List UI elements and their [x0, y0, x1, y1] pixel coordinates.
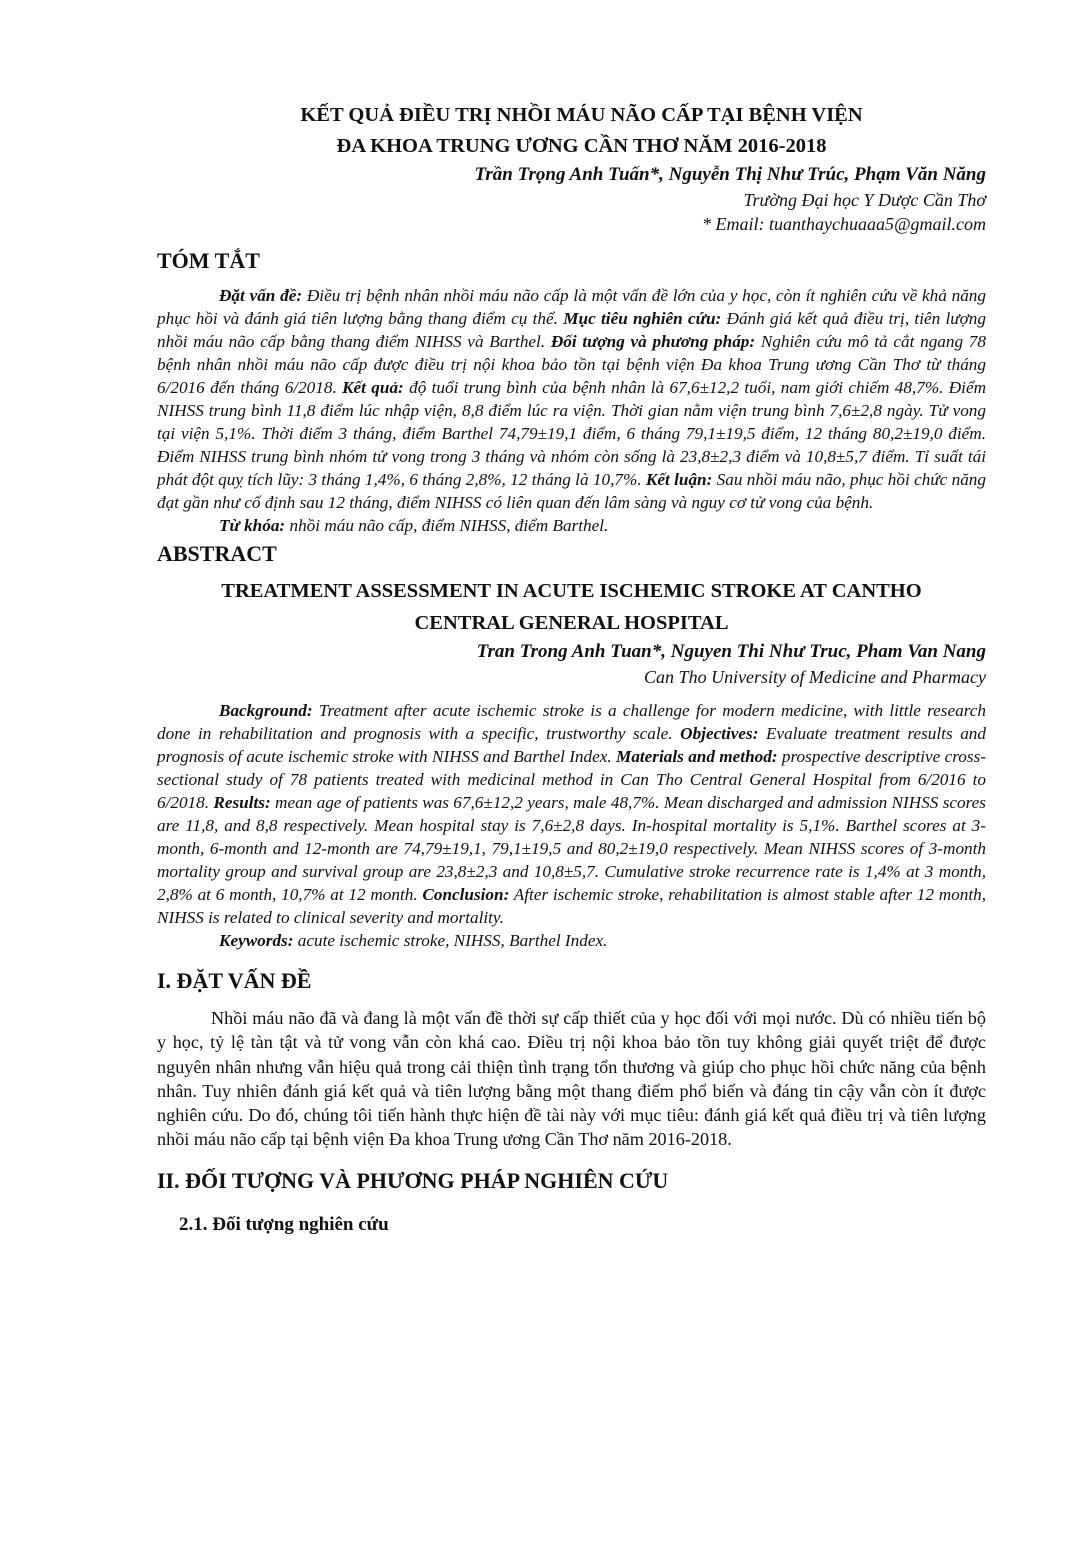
summary-objectives-label: Mục tiêu nghiên cứu:: [563, 309, 722, 328]
abstract-methods-label: Materials and method:: [616, 747, 778, 766]
section-2-heading: II. ĐỐI TƯỢNG VÀ PHƯƠNG PHÁP NGHIÊN CỨU: [157, 1167, 669, 1193]
english-title-line-1: TREATMENT ASSESSMENT IN ACUTE ISCHEMIC STROKE AT CANTHO: [221, 580, 922, 602]
abstract-methods-text: prospective descriptive cross-sectional study of 78 patients treated with medicinal method in Can Tho Central General Hospital from 6/2016 to 6/2018.: [157, 747, 986, 812]
authors-vietnamese: Trần Trọng Anh Tuấn*, Nguyễn Thị Như Trúc, Phạm Văn Năng: [474, 164, 986, 185]
summary-results-text: độ tuổi trung bình của bệnh nhân là 67,6±12,2 tuổi, nam giới chiếm 48,7%. Điểm NIHSS trung bình 11,8 điểm lúc nhập viện, 8,8 điểm lúc ra viện. Thời gian nằm viện trung bình 7,6±2,8 ngày. Tử vong tại viện 5,1%. Thời điểm 3 tháng, điểm Barthel 74,79±19,1 điểm, 6 tháng 79,1±19,5 điểm, 12 tháng 80,2±19,0 điểm. Điểm NIHSS trung bình nhóm tử vong trong 3 tháng và nhóm còn sống là 23,8±2,3 điểm và 10,8±5,7 điểm. Tỉ suất tái phát đột quỵ tích lũy: 3 tháng 1,4%, 6 tháng 2,8%, 12 tháng là 10,7%.: [157, 378, 986, 489]
title-line-2: ĐA KHOA TRUNG ƯƠNG CẦN THƠ NĂM 2016-2018: [336, 135, 827, 157]
english-title-line-2: CENTRAL GENERAL HOSPITAL: [414, 612, 729, 634]
abstract-heading: ABSTRACT: [157, 541, 277, 566]
abstract-paragraph: [157, 699, 986, 929]
abstract-objectives-label: Objectives:: [680, 724, 759, 743]
summary-paragraph: [157, 284, 986, 514]
summary-keywords-text: nhồi máu não cấp, điểm NIHSS, điểm Barthel.: [285, 516, 609, 535]
authors-english: Tran Trong Anh Tuan*, Nguyen Thi Như Truc, Pham Van Nang: [476, 641, 986, 662]
affiliation-vietnamese: Trường Đại học Y Dược Cần Thơ: [743, 190, 986, 210]
abstract-results-label: Results:: [213, 793, 271, 812]
summary-objectives-text: Đánh giá kết quả điều trị, tiên lượng nhồi máu não cấp bằng thang điểm NIHSS và Barthel.: [157, 309, 986, 351]
summary-background-text: Điều trị bệnh nhân nhồi máu não cấp là một vấn đề lớn của y học, còn ít nghiên cứu về khả năng phục hồi và đánh giá tiên lượng bằng thang điểm cụ thể.: [157, 286, 986, 328]
abstract-background-label: Background:: [219, 701, 313, 720]
abstract-results-text: mean age of patients was 67,6±12,2 years, male 48,7%. Mean discharged and admission NIHSS scores are 11,8, and 8,8 respectively. Mean hospital stay is 7,6±2,8 days. In-hospital mortality is 5,1%. Barthel scores at 3-month, 6-month and 12-month are 74,79±19,1, 79,1±19,5 and 80,2±19,0 respectively. Mean NIHSS scores of 3-month mortality group and survival group are 23,8±2,3 and 10,8±5,7. Cumulative stroke recurrence rate is 1,4% at 3 month, 2,8% at 6 month, 10,7% at 12 month.: [157, 793, 986, 904]
abstract-keywords-text: acute ischemic stroke, NIHSS, Barthel Index.: [293, 931, 608, 950]
summary-results-label: Kết quả:: [342, 378, 404, 397]
summary-conclusion-label: Kết luận:: [645, 470, 713, 489]
abstract-conclusion-label: Conclusion:: [422, 885, 510, 904]
paper-title-english: [157, 575, 986, 639]
contact-email: * Email: tuanthaychuaaa5@gmail.com: [701, 214, 986, 234]
summary-methods-label: Đối tượng và phương pháp:: [550, 332, 756, 351]
abstract-objectives-text: Evaluate treatment results and prognosis of acute ischemic stroke with NIHSS and Barthel Index.: [157, 724, 986, 766]
title-line-1: KẾT QUẢ ĐIỀU TRỊ NHỒI MÁU NÃO CẤP TẠI BỆNH VIỆN: [300, 104, 863, 126]
summary-background-label: Đặt vấn đề:: [219, 286, 303, 305]
affiliation-english: Can Tho University of Medicine and Pharmacy: [644, 667, 986, 687]
summary-keywords: [157, 514, 986, 537]
section-1-heading: I. ĐẶT VẤN ĐỀ: [157, 968, 312, 993]
paper-page: [157, 100, 986, 1238]
summary-methods-text: Nghiên cứu mô tả cắt ngang 78 bệnh nhân nhồi máu não cấp được điều trị nội khoa bảo tồn tại bệnh viện Đa khoa Trung ương Cần Thơ từ tháng 6/2016 đến tháng 6/2018.: [157, 332, 986, 397]
section-1-paragraph: Nhồi máu não đã và đang là một vấn đề thời sự cấp thiết của y học đối với mọi nước. Dù có nhiều tiến bộ y học, tỷ lệ tàn tật và tử vong vẫn còn khá cao. Điều trị nội khoa bảo tồn tuy không giải quyết triệt để được nguyên nhân nhưng vẫn hiệu quả trong cải thiện tình trạng tổn thương và giúp cho phục hồi chức năng của bệnh nhân. Tuy nhiên đánh giá kết quả và tiên lượng bằng một thang điểm phổ biến và đáng tin cậy vẫn còn ít được nghiên cứu. Do đó, chúng tôi tiến hành thực hiện đề tài này với mục tiêu: đánh giá kết quả điều trị và tiên lượng nhồi máu não cấp tại bệnh viện Đa khoa Trung ương Cần Thơ năm 2016-2018.: [157, 1008, 986, 1150]
summary-conclusion-text: Sau nhồi máu não, phục hồi chức năng đạt gần như cố định sau 12 tháng, điểm NIHSS có liên quan đến lâm sàng và nguy cơ tử vong của bệnh.: [157, 470, 986, 512]
summary-keywords-label: Từ khóa:: [219, 516, 286, 535]
abstract-keywords-label: Keywords:: [219, 931, 294, 950]
paper-title-vietnamese: [177, 100, 986, 162]
subsection-2-1-heading: 2.1. Đối tượng nghiên cứu: [179, 1213, 389, 1235]
abstract-keywords: [157, 929, 986, 952]
abstract-background-text: Treatment after acute ischemic stroke is a challenge for modern medicine, with little research done in rehabilitation and prognosis with a specific, trustworthy scale.: [157, 701, 986, 743]
abstract-conclusion-text: After ischemic stroke, rehabilitation is almost stable after 12 month, NIHSS is related to clinical severity and mortality.: [157, 885, 987, 927]
summary-heading: TÓM TẮT: [157, 248, 260, 273]
